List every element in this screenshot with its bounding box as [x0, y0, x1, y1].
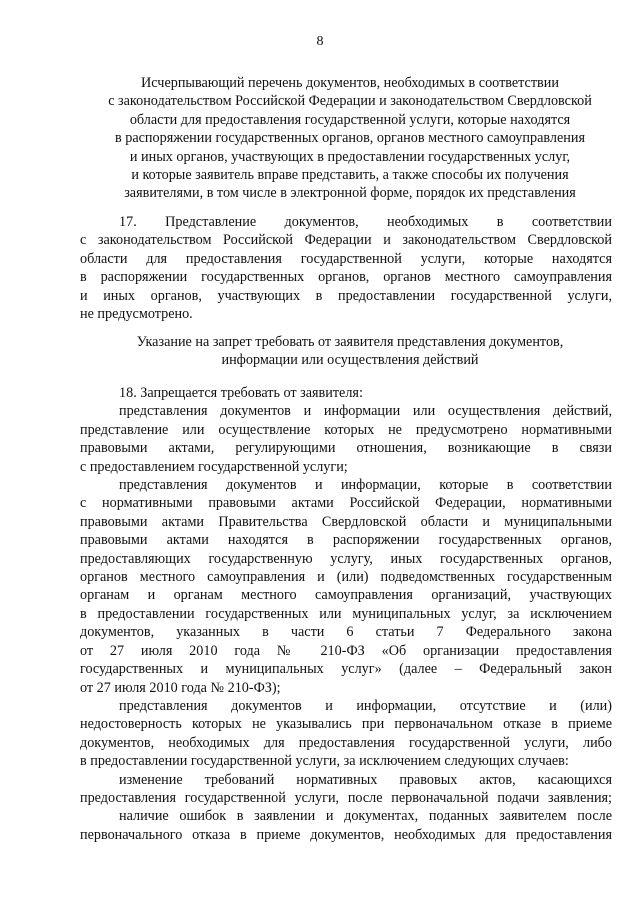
- paragraph-line: правовыми актами, регулирующими отношения, возникающие в связи: [80, 440, 612, 457]
- paragraph-line: в предоставлении государственных или муниципальных услуг, за исключением: [80, 605, 612, 622]
- paragraph-line: представления документов и информации, которые в соответствии: [119, 477, 612, 494]
- paragraph-line: органам и органам местного самоуправления организаций, участвующих: [80, 587, 612, 604]
- paragraph-line: правовыми актами Правительства Свердловской области и муниципальными: [80, 513, 612, 530]
- paragraph-18: [80, 384, 612, 844]
- heading-line: в распоряжении государственных органов, органов местного самоуправления: [115, 130, 585, 147]
- paragraph-line: предоставляющих государственную услугу, иных государственных органов,: [80, 550, 612, 567]
- paragraph-line: представления документов и информации или осуществления действий,: [119, 403, 612, 420]
- paragraph-line: с предоставлением государственной услуги;: [80, 458, 348, 475]
- paragraph-line: предоставления государственной услуги, после первоначальной подачи заявления;: [80, 789, 612, 806]
- paragraph-line: представление или осуществление которых не предусмотрено нормативными: [80, 421, 612, 438]
- paragraph-line: от 27 июля 2010 года № 210-ФЗ «Об организации предоставления: [80, 642, 612, 659]
- heading-line: Указание на запрет требовать от заявителя представления документов,: [136, 334, 564, 350]
- paragraph-line: изменение требований нормативных правовых актов, касающихся: [119, 771, 612, 788]
- paragraph-line: правовыми актами находятся в распоряжении государственных органов,: [80, 532, 612, 549]
- heading-line: и которые заявитель вправе представить, а также способы их получения: [131, 167, 569, 184]
- paragraph-line: представления документов и информации, отсутствие и (или): [119, 697, 612, 714]
- paragraph-line: в предоставлении государственной услуги, за исключением следующих случаев:: [80, 753, 569, 770]
- paragraph-17: [80, 213, 612, 323]
- paragraph-line: государственных и муниципальных услуг» (далее – Федеральный закон: [80, 661, 612, 678]
- heading-line: информации или осуществления действий: [221, 352, 479, 369]
- paragraph-line: в распоряжении государственных органов, органов местного самоуправления: [80, 269, 612, 286]
- heading-line: заявителями, в том числе в электронной форме, порядок их представления: [124, 185, 576, 202]
- paragraph-line: органов местного самоуправления и (или) подведомственных государственным: [80, 569, 612, 586]
- section-heading-document-list: [90, 74, 610, 203]
- heading-line: области для предоставления государственной услуги, которые находятся: [129, 111, 571, 128]
- paragraph-line: 18. Запрещается требовать от заявителя:: [119, 385, 363, 401]
- paragraph-line: документов, указанных в части 6 статьи 7 Федерального закона: [80, 624, 612, 641]
- paragraph-line: не предусмотрено.: [80, 306, 193, 323]
- paragraph-line: 17. Представление документов, необходимых в соответствии: [119, 214, 612, 230]
- paragraph-line: недостоверность которых не указывались при первоначальном отказе в приеме: [80, 716, 612, 733]
- heading-line: с законодательством Российской Федерации и законодательством Свердловской: [108, 93, 592, 110]
- section-heading-prohibition: [90, 333, 610, 370]
- paragraph-line: первоначального отказа в приеме документов, необходимых для предоставления: [80, 826, 612, 843]
- page-number: 8: [316, 34, 324, 49]
- paragraph-line: наличие ошибок в заявлении и документах, поданных заявителем после: [119, 808, 612, 825]
- paragraph-line: документов, необходимых для предоставления государственной услуги, либо: [80, 734, 612, 751]
- paragraph-line: с нормативными правовыми актами Российской Федерации, нормативными: [80, 495, 612, 512]
- paragraph-line: от 27 июля 2010 года № 210-ФЗ);: [80, 679, 281, 696]
- paragraph-line: и иных органов, участвующих в предоставлении государственной услуги,: [80, 287, 612, 304]
- heading-line: Исчерпывающий перечень документов, необходимых в соответствии: [141, 75, 559, 91]
- paragraph-line: области для предоставления государственной услуги, которые находятся: [80, 250, 612, 267]
- paragraph-line: с законодательством Российской Федерации и законодательством Свердловской: [80, 232, 612, 249]
- heading-line: и иных органов, участвующих в предоставлении государственных услуг,: [129, 148, 571, 165]
